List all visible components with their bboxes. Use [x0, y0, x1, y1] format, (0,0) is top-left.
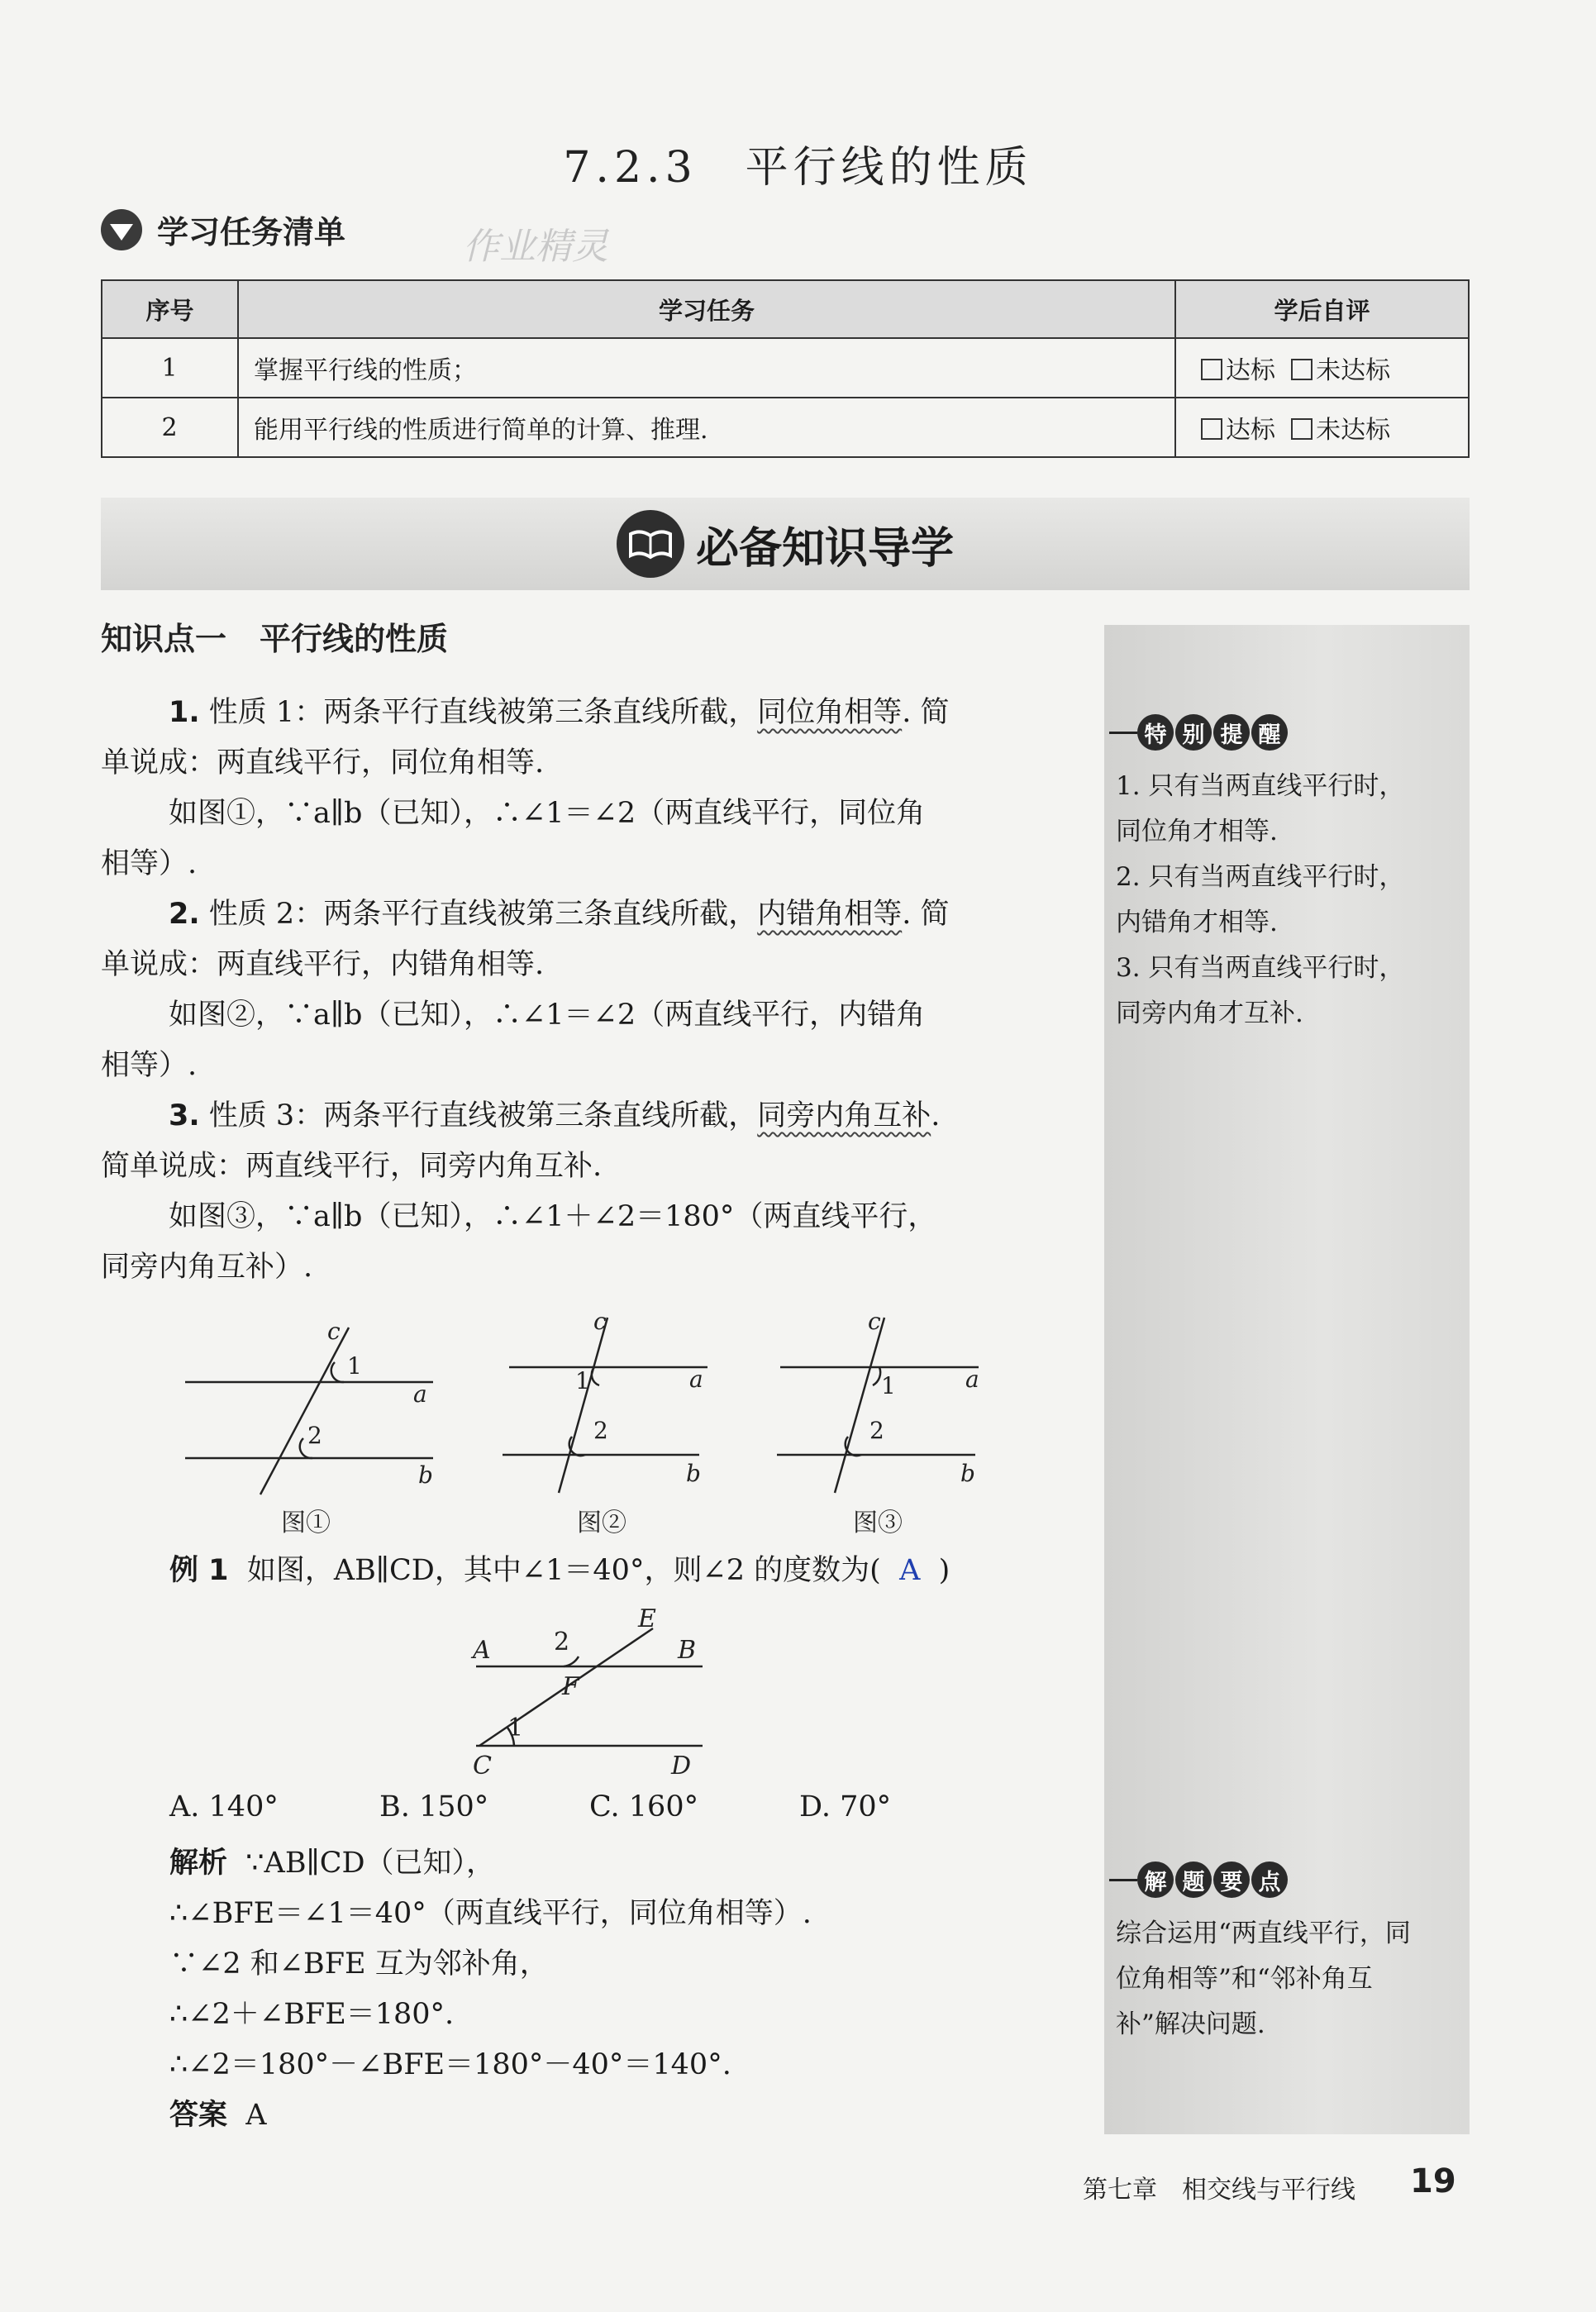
text: 单说成：两直线平行，内错角相等.	[101, 948, 545, 981]
bracket-close: )	[938, 1554, 950, 1587]
tag-char: 点	[1251, 1862, 1288, 1898]
text: . 简	[902, 696, 950, 729]
label-a: a	[965, 1366, 979, 1393]
checkbox-pass[interactable]	[1201, 418, 1222, 440]
label-b: b	[960, 1460, 975, 1487]
item-number: 2.	[169, 898, 200, 931]
text: 如图③，∵a∥b（已知），∴∠1＋∠2＝180°（两直线平行，	[169, 1200, 937, 1233]
label-c: c	[868, 1314, 881, 1335]
label-2: 2	[593, 1417, 608, 1444]
pass-label: 达标	[1226, 416, 1275, 445]
label-c: c	[593, 1314, 607, 1335]
label-2: 2	[307, 1422, 322, 1449]
text: 单说成：两直线平行，同位角相等.	[101, 746, 545, 779]
note-line: 2. 只有当两直线平行时，	[1116, 862, 1405, 892]
note-line: 同位角才相等.	[1116, 817, 1278, 846]
fig1-caption: 图①	[281, 1509, 331, 1537]
text: 性质 3：两条平行直线被第三条直线所截，	[208, 1099, 758, 1132]
label-2: 2	[554, 1628, 570, 1657]
label-2: 2	[869, 1417, 884, 1444]
table-row	[102, 398, 1469, 457]
example-question	[169, 1546, 1087, 1596]
parallel-line-figures	[165, 1314, 1099, 1546]
special-reminder-tag	[1109, 714, 1289, 751]
reminder-notes	[1116, 764, 1463, 1037]
heading-topic: 平行线的性质	[260, 621, 449, 657]
solving-tips	[1116, 1911, 1463, 2047]
example-diagram	[455, 1604, 736, 1777]
option-c: C. 160°	[589, 1790, 699, 1823]
label-b: b	[418, 1461, 433, 1489]
item-number: 1.	[169, 696, 200, 729]
section-banner	[101, 498, 1470, 590]
open-book-icon	[617, 510, 684, 578]
text: . 简	[902, 898, 950, 931]
label-A: A	[473, 1636, 491, 1665]
label-E: E	[638, 1604, 656, 1633]
tip-line: 位角相等”和“邻补角互	[1116, 1964, 1373, 1994]
watermark: 作业精灵	[463, 226, 608, 268]
checkbox-fail[interactable]	[1291, 418, 1313, 440]
checkbox-pass[interactable]	[1201, 359, 1222, 380]
col-header-num: 序号	[102, 280, 238, 338]
key-phrase: 同旁内角互补	[757, 1099, 931, 1132]
note-line: 同旁内角才互补.	[1116, 999, 1303, 1028]
note-line: 1. 只有当两直线平行时，	[1116, 771, 1405, 801]
task-list-title: 学习任务清单	[157, 214, 346, 250]
text: 相等）.	[101, 847, 198, 880]
tip-line: 补”解决问题.	[1116, 2009, 1265, 2039]
label-1: 1	[347, 1352, 362, 1380]
banner-title: 必备知识导学	[695, 523, 954, 574]
page-number: 19	[1410, 2162, 1456, 2200]
option-a: A. 140°	[169, 1790, 279, 1823]
tip-line: 综合运用“两直线平行，同	[1116, 1919, 1411, 1948]
analysis-line: ∵∠2 和∠BFE 互为邻补角，	[169, 1947, 549, 1981]
chevron-down-icon	[101, 209, 142, 250]
label-a: a	[689, 1366, 703, 1393]
option-d: D. 70°	[799, 1790, 892, 1823]
answer-mark: A	[899, 1554, 921, 1587]
row-eval	[1175, 338, 1469, 398]
task-table	[101, 279, 1470, 458]
label-F: F	[562, 1672, 579, 1701]
analysis-line: ∴∠2＝180°－∠BFE＝180°－40°＝140°.	[169, 2048, 731, 2081]
key-phrase: 同位角相等	[757, 696, 903, 729]
tag-char: 提	[1213, 714, 1250, 751]
analysis-label: 解析	[169, 1847, 228, 1880]
col-header-task: 学习任务	[238, 280, 1175, 338]
answer-label: 答案	[169, 2099, 228, 2132]
tag-char: 特	[1137, 714, 1174, 751]
fail-label: 未达标	[1316, 416, 1391, 445]
label-b: b	[686, 1460, 701, 1487]
option-b: B. 150°	[379, 1790, 489, 1823]
tag-char: 醒	[1251, 714, 1288, 751]
tag-char: 解	[1137, 1862, 1174, 1898]
text: 如图②，∵a∥b（已知），∴∠1＝∠2（两直线平行，内错角	[169, 999, 926, 1032]
tag-char: 要	[1213, 1862, 1250, 1898]
text: 简单说成：两直线平行，同旁内角互补.	[101, 1150, 603, 1183]
note-line: 内错角才相等.	[1116, 908, 1278, 937]
text: 性质 2：两条平行直线被第三条直线所截，	[208, 898, 758, 931]
row-eval	[1175, 398, 1469, 457]
text: 相等）.	[101, 1049, 198, 1082]
row-task: 能用平行线的性质进行简单的计算、推理.	[238, 398, 1175, 457]
fig3-caption: 图③	[853, 1509, 903, 1537]
knowledge-heading	[101, 613, 448, 659]
section-title: 7.2.3 平行线的性质	[563, 143, 1033, 193]
note-line: 3. 只有当两直线平行时，	[1116, 953, 1405, 983]
text: 如图①，∵a∥b（已知），∴∠1＝∠2（两直线平行，同位角	[169, 797, 926, 830]
label-C: C	[473, 1752, 492, 1777]
label-1: 1	[575, 1367, 590, 1394]
label-c: c	[327, 1318, 341, 1345]
row-num: 1	[102, 338, 238, 398]
example-label: 例 1	[169, 1554, 229, 1587]
label-1: 1	[507, 1714, 524, 1742]
row-num: 2	[102, 398, 238, 457]
tag-char: 题	[1175, 1862, 1212, 1898]
fig2-caption: 图②	[577, 1509, 626, 1537]
table-row	[102, 338, 1469, 398]
label-B: B	[678, 1636, 697, 1665]
knowledge-body	[101, 688, 1068, 1293]
answer-options	[169, 1790, 1009, 1823]
analysis	[169, 1838, 1087, 2141]
analysis-line: ∴∠BFE＝∠1＝40°（两直线平行，同位角相等）.	[169, 1897, 812, 1930]
analysis-line: ∵AB∥CD（已知），	[245, 1847, 496, 1880]
chapter-footer: 第七章 相交线与平行线	[1083, 2176, 1355, 2205]
sidebar-panel	[1104, 625, 1470, 2134]
checkbox-fail[interactable]	[1291, 359, 1313, 380]
label-a: a	[413, 1380, 427, 1408]
answer-value: A	[245, 2099, 267, 2132]
row-task: 掌握平行线的性质；	[238, 338, 1175, 398]
col-header-eval: 学后自评	[1175, 280, 1469, 338]
question-text: 如图，AB∥CD，其中∠1＝40°，则∠2 的度数为(	[246, 1554, 881, 1587]
item-number: 3.	[169, 1099, 200, 1132]
key-phrase: 内错角相等	[757, 898, 903, 931]
pass-label: 达标	[1226, 356, 1275, 385]
text: 性质 1：两条平行直线被第三条直线所截，	[208, 696, 758, 729]
analysis-line: ∴∠2＋∠BFE＝180°.	[169, 1998, 455, 2031]
label-D: D	[671, 1752, 692, 1777]
tag-char: 别	[1175, 714, 1212, 751]
heading-number: 知识点一	[101, 621, 227, 657]
task-list-header	[101, 207, 345, 252]
label-1: 1	[881, 1372, 896, 1399]
solving-tips-tag	[1109, 1862, 1289, 1898]
text: .	[931, 1099, 941, 1132]
text: 同旁内角互补）.	[101, 1251, 313, 1284]
fail-label: 未达标	[1316, 356, 1391, 385]
